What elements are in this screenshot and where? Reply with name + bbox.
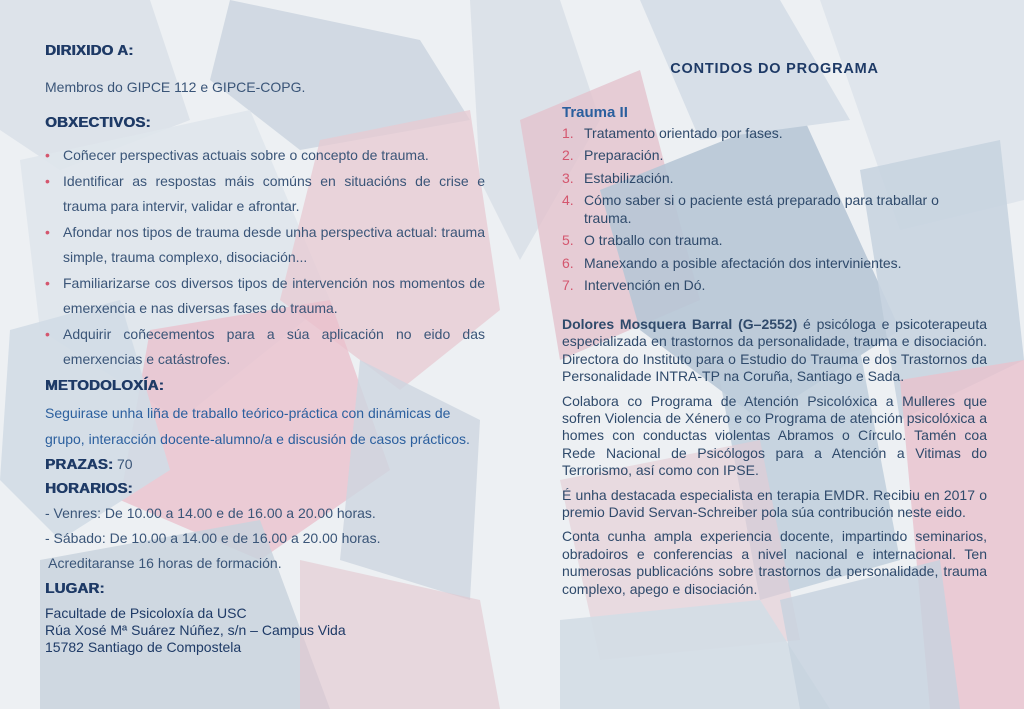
list-item: • Coñecer perspectivas actuais sobre o concepto de trauma. — [45, 143, 485, 169]
list-item: • Adquirir coñecementos para a súa aplicación no eido das emerxencias e catástrofes. — [45, 322, 485, 373]
metodoloxia-heading: METODOLOXÍA: — [45, 376, 164, 394]
list-item: • Afondar nos tipos de trauma desde unha perspectiva actual: trauma simple, trauma complexo, disociación... — [45, 220, 485, 271]
prazas-heading: PRAZAS: — [45, 456, 114, 474]
item-number: 7. — [562, 277, 574, 294]
prazas-value: 70 — [113, 456, 133, 473]
list-item: • Familiarizarse cos diversos tipos de intervención nos momentos de emerxencia e nas diversas fases do trauma. — [45, 271, 485, 322]
bio-paragraph: Dolores Mosquera Barral (G–2552) é psicóloga e psicoterapeuta especializada en trastornos da personalidade, trauma e disociación. Directora do Instituto para o Estudio do Trauma e dos Trastornos da Personalidade INTRA-TP na Coruña, Santiago e Sada. — [562, 315, 987, 385]
bullet-icon: • — [45, 325, 50, 342]
speaker-name: Dolores Mosquera Barral (G–2552) — [562, 315, 798, 332]
address-line: Rúa Xosé Mª Suárez Núñez, s/n – Campus Vida — [45, 621, 346, 638]
lugar-lines — [45, 605, 485, 656]
bio-paragraph: Conta cunha ampla experiencia docente, impartindo seminarios, obradoiros e conferencias a nivel nacional e internacional. Ten numerosas publicacións sobre trastornos da personalidade, trauma complexo, apego e disociación. — [562, 528, 987, 597]
item-number: 3. — [562, 169, 574, 186]
bio-paragraph: É unha destacada especialista en terapia EMDR. Recibiu en 2017 o premio David Servan-Schreiber pola súa contribución neste eido. — [562, 486, 987, 520]
program-list — [562, 125, 987, 295]
horario-line: Acreditaranse 16 horas de formación. — [45, 554, 282, 571]
metodoloxia-text: Seguirase unha liña de traballo teórico-práctica con dinámicas de grupo, interacción docente-alumno/a e discusión de casos prácticos. — [45, 405, 470, 447]
address-line: 15782 Santiago de Compostela — [45, 638, 242, 655]
dirixido-text: Membros do GIPCE 112 e GIPCE-COPG. — [45, 78, 306, 95]
prazas-row — [45, 456, 485, 475]
item-number: 6. — [562, 254, 574, 271]
bio-paragraph: Colabora co Programa de Atención Psicolóxica a Mulleres que sofren Violencia de Xénero e co Programa de atención psicolóxica a homes con conductas violentas Abramos o Círculo. Tamén coa Rede Nacional de Psicólogos para a Atención a Vitimas do Terrorismo, así como con IPSE. — [562, 392, 987, 479]
lugar-heading: LUGAR: — [45, 579, 105, 597]
list-item: 3. Estabilización. — [562, 169, 674, 186]
item-number: 4. — [562, 192, 574, 209]
horario-line: - Sábado: De 10.00 a 14.00 e de 16.00 a 20.00 horas. — [45, 529, 381, 546]
section-title: Trauma II — [562, 104, 628, 122]
list-item: 1. Tratamento orientado por fases. — [562, 124, 783, 141]
obxectivos-heading: OBXECTIVOS: — [45, 114, 151, 132]
item-number: 2. — [562, 147, 574, 164]
bullet-icon: • — [45, 147, 50, 163]
list-item: 2. Preparación. — [562, 147, 664, 164]
item-number: 1. — [562, 124, 574, 141]
obxectivos-list — [45, 143, 485, 373]
bullet-icon: • — [45, 274, 50, 291]
horarios-heading: HORARIOS: — [45, 480, 133, 497]
list-item: • Identificar as respostas máis comúns en situacións de crise e trauma para intervir, validar e afrontar. — [45, 169, 485, 220]
list-item: 6. Manexando a posible afectación dos intervinientes. — [562, 254, 902, 271]
dirixido-heading: DIRIXIDO A: — [45, 42, 134, 59]
list-item: 7. Intervención en Dó. — [562, 277, 706, 294]
right-column — [562, 60, 987, 598]
horarios-lines — [45, 501, 485, 576]
item-number: 5. — [562, 232, 574, 249]
bullet-icon: • — [45, 172, 50, 189]
address-line: Facultade de Psicoloxía da USC — [45, 604, 247, 621]
left-column — [45, 42, 485, 656]
bullet-icon: • — [45, 223, 50, 240]
list-item: 4. Cómo saber si o paciente está preparado para traballar o trauma. — [562, 192, 939, 226]
list-item: 5. O traballo con trauma. — [562, 232, 723, 249]
bio-block — [562, 316, 987, 598]
horario-line: - Venres: De 10.00 a 14.00 e de 16.00 a 20.00 horas. — [45, 504, 376, 521]
program-title: CONTIDOS DO PROGRAMA — [670, 61, 879, 77]
